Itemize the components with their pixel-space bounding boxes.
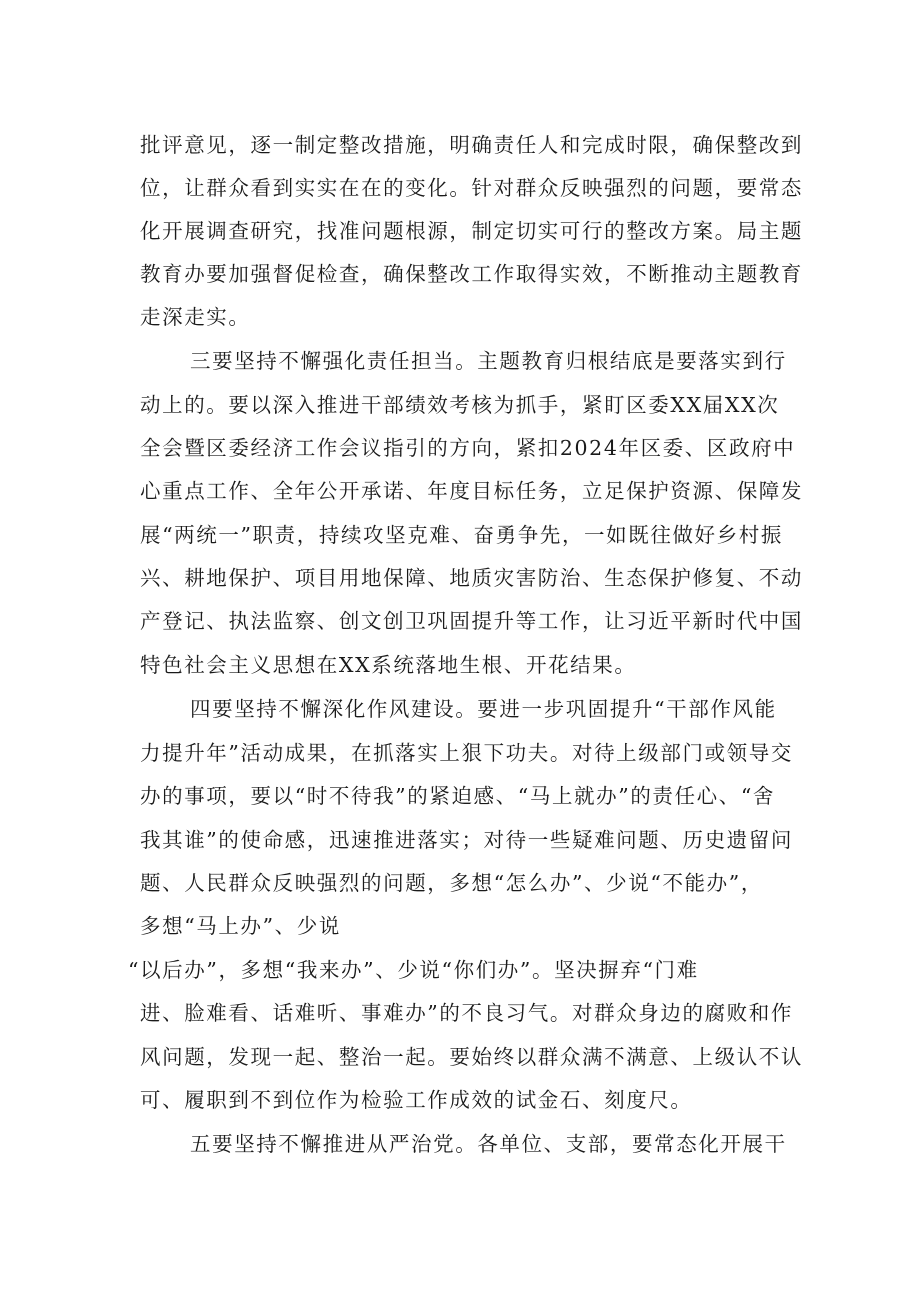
text-line: 全会暨区委经济工作会议指引的方向，紧扣2024年区委、区政府中 (140, 436, 796, 460)
text-line: 批评意见，逐一制定整改措施，明确责任人和完成时限，确保整改到 (140, 133, 803, 157)
text-line: 风问题，发现一起、整治一起。要始终以群众满不满意、上级认不认 (140, 1045, 803, 1069)
text-line: 力提升年”活动成果，在抓落实上狠下功夫。对待上级部门或领导交 (140, 741, 793, 765)
text-line: 展“两统一”职责，持续攻坚克难、奋勇争先，一如既往做好乡村振 (140, 523, 783, 547)
text-line: 产登记、执法监察、创文创卫巩固提升等工作，让习近平新时代中国 (140, 609, 803, 633)
paragraph-heading: 四要坚持不懈深化作风建设。要进一步巩固提升“干部作风能 (190, 697, 777, 721)
text-line: 动上的。要以深入推进干部绩效考核为抓手，紧盯区委XX届XX次 (140, 393, 780, 417)
text-line: 办的事项，要以“时不待我”的紧迫感、“马上就办”的责任心、“舍 (140, 784, 775, 808)
text-line: 多想“马上办”、少说 (140, 914, 341, 938)
text-line: 走深走实。 (140, 305, 251, 329)
text-line: “以后办”，多想“我来办”、少说“你们办”。坚决摒弃“门难 (128, 958, 699, 982)
text-line: 特色社会主义思想在XX系统落地生根、开花结果。 (140, 653, 637, 677)
text-line: 兴、耕地保护、项目用地保障、地质灾害防治、生态保护修复、不动 (140, 566, 803, 590)
text-line: 位，让群众看到实实在在的变化。针对群众反映强烈的问题，要常态 (140, 176, 803, 200)
paragraph-heading: 五要坚持不懈推进从严治党。各单位、支部，要常态化开展干 (190, 1132, 787, 1156)
text-line: 题、人民群众反映强烈的问题，多想“怎么办”、少说“不能办”， (140, 871, 763, 895)
paragraph-heading: 三要坚持不懈强化责任担当。主题教育归根结底是要落实到行 (190, 349, 787, 373)
text-line: 进、脸难看、话难听、事难办”的不良习气。对群众身边的腐败和作 (140, 1001, 793, 1025)
text-line: 心重点工作、全年公开承诺、年度目标任务，立足保护资源、保障发 (140, 479, 803, 503)
text-line: 可、履职到不到位作为检验工作成效的试金石、刻度尺。 (140, 1088, 693, 1112)
text-line: 化开展调查研究，找准问题根源，制定切实可行的整改方案。局主题 (140, 219, 803, 243)
text-line: 教育办要加强督促检查，确保整改工作取得实效，不断推动主题教育 (140, 262, 803, 286)
text-line: 我其谁”的使命感，迅速推进落实；对待一些疑难问题、历史遗留问 (140, 828, 793, 852)
